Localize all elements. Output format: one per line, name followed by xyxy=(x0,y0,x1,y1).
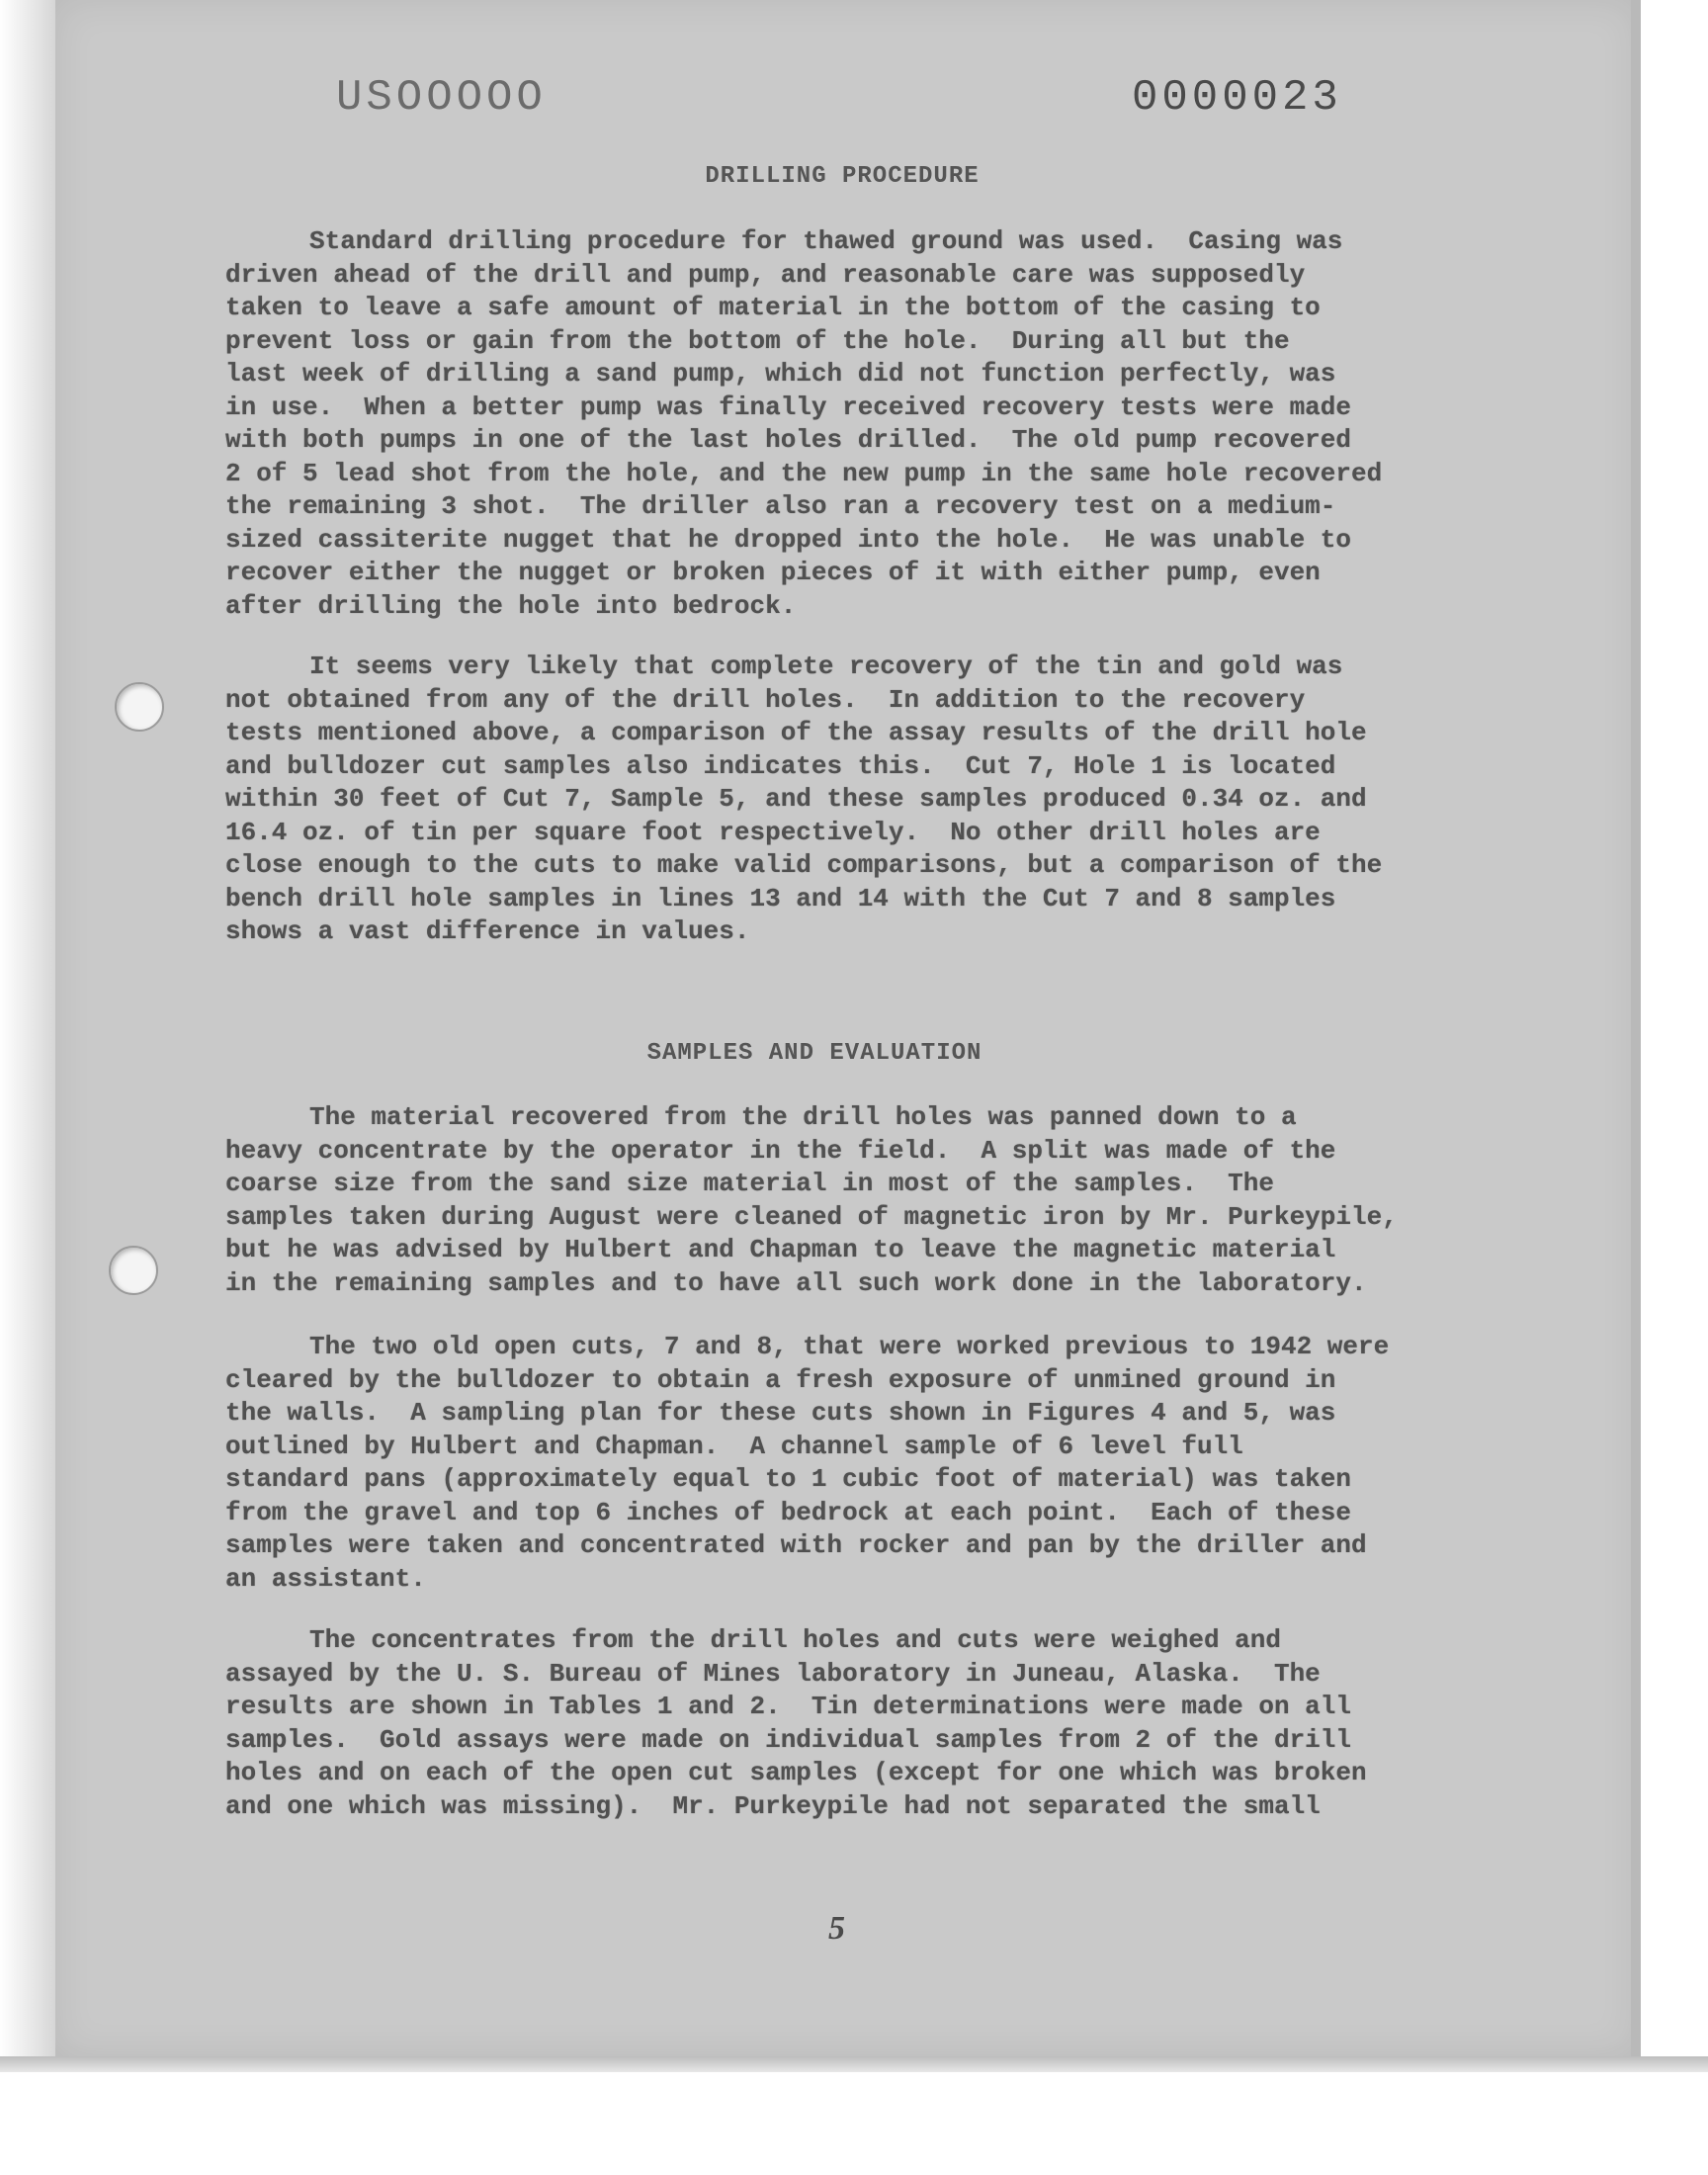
text-line: 16.4 oz. of tin per square foot respectively. No other drill holes are xyxy=(225,817,1321,847)
text-line: outlined by Hulbert and Chapman. A channel sample of 6 level full xyxy=(225,1431,1243,1461)
text-line: and bulldozer cut samples also indicates this. Cut 7, Hole 1 is located xyxy=(225,750,1336,781)
text-line: last week of drilling a sand pump, which did not function perfectly, was xyxy=(225,359,1336,389)
section-heading-drilling: DRILLING PROCEDURE xyxy=(705,163,980,190)
text-line: driven ahead of the drill and pump, and reasonable care was supposedly xyxy=(225,259,1306,290)
text-line: holes and on each of the open cut samples (except for one which was broken xyxy=(225,1758,1367,1787)
text-line: in use. When a better pump was finally received recovery tests were made xyxy=(225,392,1351,422)
text-line: tests mentioned above, a comparison of the assay results of the drill hole xyxy=(225,718,1367,747)
text-line: and one which was missing). Mr. Purkeypile had not separated the small xyxy=(225,1790,1321,1821)
text-line: with both pumps in one of the last holes drilled. The old pump recovered xyxy=(225,425,1351,455)
text-line: It seems very likely that complete recovery of the tin and gold was xyxy=(309,652,1343,681)
text-line: samples were taken and concentrated with rocker and pan by the driller and xyxy=(225,1530,1367,1560)
text-line: an assistant. xyxy=(225,1563,426,1594)
text-line: recover either the nugget or broken pieces of it with either pump, even xyxy=(225,558,1321,587)
paragraph-concentrates xyxy=(225,1624,1510,1823)
text-line: heavy concentrate by the operator in the field. A split was made of the xyxy=(225,1135,1336,1166)
text-line: within 30 feet of Cut 7, Sample 5, and these samples produced 0.34 oz. and xyxy=(225,784,1367,814)
text-line: samples. Gold assays were made on individual samples from 2 of the drill xyxy=(225,1724,1351,1755)
text-line: bench drill hole samples in lines 13 and 14 with the Cut 7 and 8 samples xyxy=(225,883,1336,914)
scan-left-margin xyxy=(0,0,55,2072)
paragraph-open-cuts xyxy=(225,1331,1510,1596)
document-id-left: USOOOOO xyxy=(336,73,547,123)
text-line: The two old open cuts, 7 and 8, that were worked previous to 1942 were xyxy=(309,1332,1390,1361)
text-line: after drilling the hole into bedrock. xyxy=(225,590,797,621)
text-line: taken to leave a safe amount of material in the bottom of the casing to xyxy=(225,293,1321,322)
section-heading-samples: SAMPLES AND EVALUATION xyxy=(646,1040,982,1067)
binder-hole-icon xyxy=(115,682,164,732)
text-line: close enough to the cuts to make valid comparisons, but a comparison of the xyxy=(225,850,1383,880)
scan-right-margin xyxy=(1631,0,1641,2056)
text-line: 2 of 5 lead shot from the hole, and the new pump in the same hole recovered xyxy=(225,458,1383,488)
text-line: results are shown in Tables 1 and 2. Tin determinations were made on all xyxy=(225,1692,1351,1721)
text-line: shows a vast difference in values. xyxy=(225,916,750,946)
scan-bottom-margin xyxy=(0,2056,1708,2072)
text-line: but he was advised by Hulbert and Chapman to leave the magnetic material xyxy=(225,1235,1336,1264)
text-line: standard pans (approximately equal to 1 cubic foot of material) was taken xyxy=(225,1464,1351,1494)
text-line: cleared by the bulldozer to obtain a fresh exposure of unmined ground in xyxy=(225,1364,1336,1395)
paragraph-material-recovered xyxy=(225,1101,1510,1300)
text-line: sized cassiterite nugget that he dropped into the hole. He was unable to xyxy=(225,524,1351,555)
text-line: not obtained from any of the drill holes. In addition to the recovery xyxy=(225,684,1306,715)
text-line: the walls. A sampling plan for these cuts shown in Figures 4 and 5, was xyxy=(225,1398,1336,1428)
text-line: from the gravel and top 6 inches of bedrock at each point. Each of these xyxy=(225,1497,1351,1527)
text-line: samples taken during August were cleaned of magnetic iron by Mr. Purkeypile, xyxy=(225,1201,1398,1232)
document-id-right: 0000023 xyxy=(1132,73,1342,123)
text-line: The concentrates from the drill holes and cuts were weighed and xyxy=(309,1625,1281,1655)
paragraph-recovery xyxy=(225,651,1510,949)
binder-hole-icon xyxy=(109,1246,158,1295)
text-line: assayed by the U. S. Bureau of Mines laboratory in Juneau, Alaska. The xyxy=(225,1658,1321,1689)
text-line: prevent loss or gain from the bottom of the hole. During all but the xyxy=(225,325,1290,356)
paragraph-drilling-procedure xyxy=(225,225,1510,623)
text-line: in the remaining samples and to have all such work done in the laboratory. xyxy=(225,1267,1367,1298)
text-line: Standard drilling procedure for thawed ground was used. Casing was xyxy=(309,226,1343,256)
text-line: the remaining 3 shot. The driller also ran a recovery test on a medium- xyxy=(225,491,1336,521)
text-line: coarse size from the sand size material in most of the samples. The xyxy=(225,1169,1274,1198)
text-line: The material recovered from the drill holes was panned down to a xyxy=(309,1102,1297,1132)
page-number: 5 xyxy=(828,1910,845,1947)
